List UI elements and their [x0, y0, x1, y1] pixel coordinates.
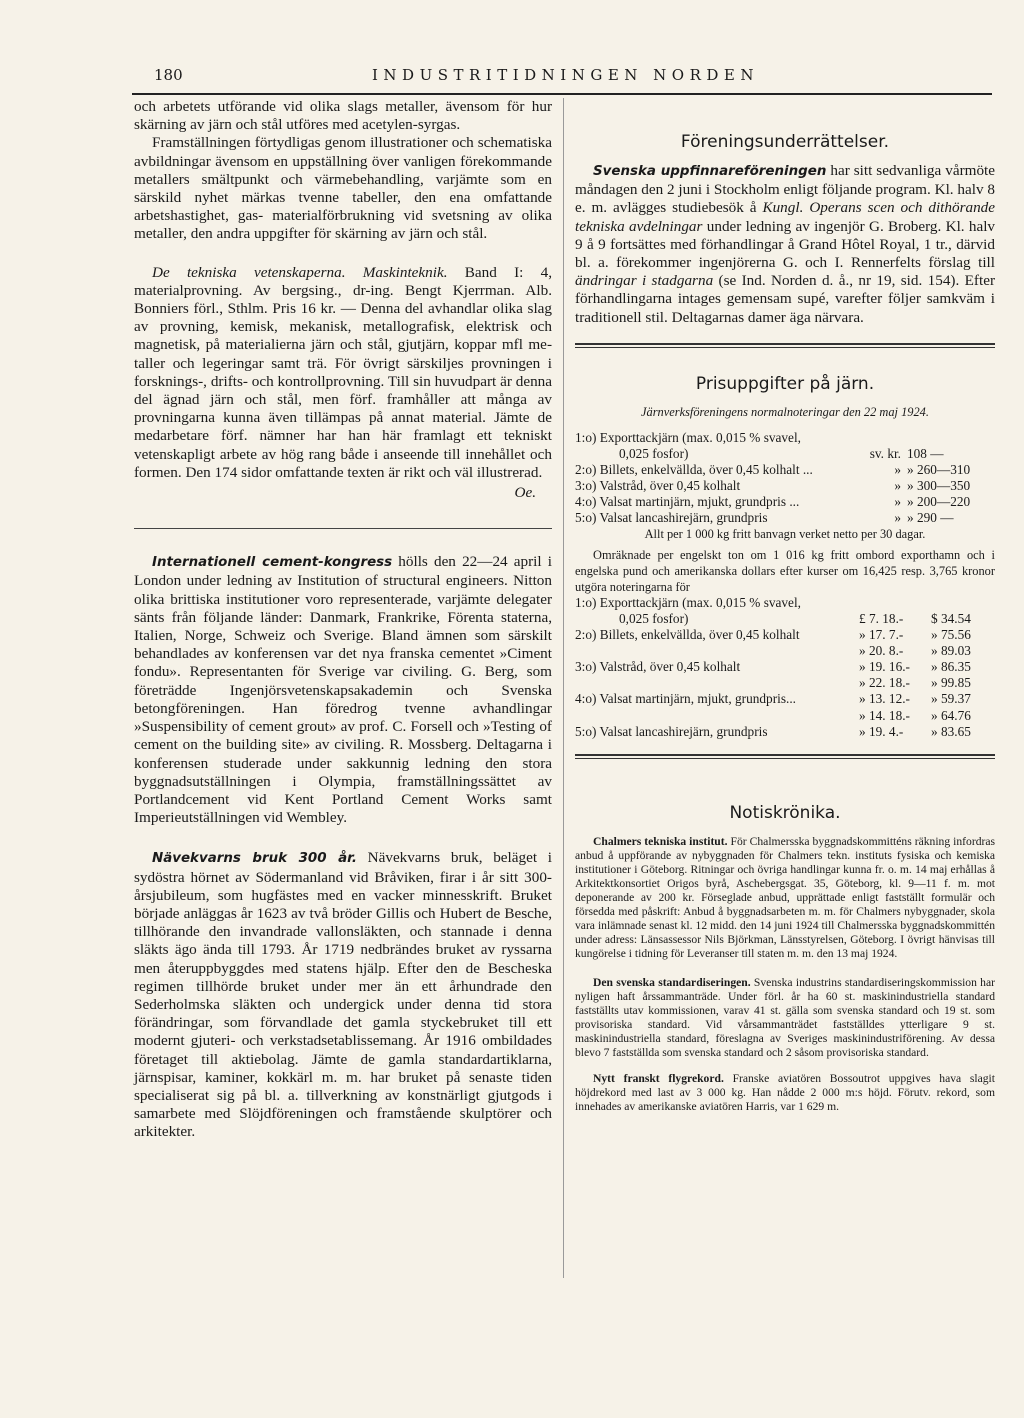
- forening-title: Föreningsunderrättelser.: [680, 132, 890, 152]
- export-price-row: [575, 724, 993, 740]
- price-row: [575, 510, 993, 526]
- export-price-usd: » 75.56: [931, 627, 971, 643]
- price-note: Allt per 1 000 kg fritt banvagn verket netto per 30 dagar.: [644, 527, 926, 542]
- forening-heading: Svenska uppfinnareföreningen: [593, 164, 827, 179]
- price-row: [575, 462, 993, 478]
- price-label: 1:o) Exporttackjärn (max. 0,015 % svavel,: [575, 429, 801, 445]
- export-price-gbp: » 20. 8.-: [859, 643, 904, 659]
- export-price-gbp: [859, 595, 931, 611]
- chalmers-notice: [575, 835, 995, 962]
- export-price-gbp: £ 7. 18.-: [859, 610, 904, 626]
- chalmers-heading: Chalmers tekniska institut.: [593, 834, 728, 848]
- price-label: 5:o) Valsat lancashirejärn, grundpris: [575, 510, 768, 526]
- export-price-row: [575, 675, 993, 691]
- export-price-row: [575, 643, 993, 659]
- export-price-usd: » 64.76: [931, 707, 971, 723]
- export-price-usd: » 86.35: [931, 659, 971, 675]
- right-column: [575, 98, 995, 1114]
- review-signature: Oe.: [514, 484, 536, 502]
- export-price-label: 3:o) Valstråd, över 0,45 kolhalt: [575, 659, 741, 675]
- cement-heading: Internationell cement-kongress: [152, 555, 393, 571]
- standard-body: Svenska industrins standardiseringskommission har nyligen haft årssammanträde. Under förl. år ha 60 st. maskinindustriella standard fastställts utav kommissionen, varav 41 st. gälla som svenska standard och 19 st. som provisoriska standard. Vid vårsammanträdet fastställdes ytterligare 9 st. maskinindustriella standard, föreslagna av Sveriges maskinindustriförening. Av dessa blevo 7 fastställda som svenska standard och 2 såsom provisoriska standard.: [575, 975, 995, 1060]
- price-row: [575, 430, 993, 446]
- forening-proposal: ändringar i stadgarna: [575, 272, 714, 290]
- export-price-row: [575, 708, 993, 724]
- price-label: 2:o) Billets, enkelvällda, över 0,45 kolhalt ...: [575, 462, 813, 478]
- export-price-gbp: » 22. 18.-: [859, 675, 910, 691]
- price-value: » 290 —: [907, 510, 954, 526]
- export-price-label: [575, 708, 859, 724]
- review-title: De tekniska vetenskaperna. Maskinteknik.: [152, 263, 448, 281]
- export-price-label: 0,025 fosfor): [619, 610, 689, 626]
- left-column: [134, 98, 552, 1142]
- export-price-label: 2:o) Billets, enkelvällda, över 0,45 kolhalt: [575, 627, 800, 643]
- price-label: 0,025 fosfor): [619, 446, 689, 462]
- cement-body: hölls den 22—24 april i London under ledning av Institution of structural engineers. Nitton olika brittiska institutioner voro representerade, varjämte delegater sänts från följande länder: Danmark, Frankrike, Förenta staterna, Italien, Norge, Schweiz och Sverige. Bland ämnen som särskilt behandlades av konferensen var det nya franska cementet »Ciment fondu». Representanten för Sverige var civiling. G. Berg, som företrädde Ingenjörsvetenskapsakademin och Svenska betongföreningen. Han föredrog tvenne avhandlingar »Suspensibility of cement grout» av prof. C. Forsell och »Testing of cement on the building site» av civiling. R. Mossberg. Deltagarna i konferensen studerade under sakkunnig ledning den stora byggnadsutställningen i Olympia, framställningssättet av Portlandcement vid Kent Portland Cement Works samt Imperieutställningen vid Wembley.: [134, 553, 552, 827]
- price-value: » 200—220: [907, 494, 971, 510]
- navekvarn-body: Nävekvarns bruk, beläget i sydöstra hörnet av Södermanland vid Bråviken, firar i år sitt 300-årsjubileum, som hugfästes med en vacker minnesskrift. Bruket började anläggas år 1623 av två bröder Gillis och Hubert de Besche, tillhörande den invandrade vallonsläkten, och stannade i denna släkts ägo ända till 1793. År 1719 nedbrändes bruket av ryssarna men återuppbyggdes med statens hjälp. Efter den de Bescheska regimen tillhörde bruket under mer än ett århundrade den Sederholmska släkten och undergick under denna tid stora förändringar, som förvandlade det gamla styckebruket till ett modernt gjuteri- och verkstadsetablissemang. År 1916 ombildades företaget till aktiebolag. Jämte de gamla standardartiklarna, järnspisar, kaminer, kokkärl m. m. har bruket på senaste tiden specialiserat sig på bl. a. tillverkning av konstnärligt gjutgods i samarbete med Slöjdföreningen och framstående skulptörer och arkitekter.: [134, 849, 552, 1141]
- price-subtitle: Järnverksföreningens normalnoteringar den 22 maj 1924.: [641, 404, 929, 419]
- navekvarn-article: [134, 849, 552, 1141]
- price-value: 108 —: [907, 446, 944, 462]
- standard-notice: [575, 976, 995, 1061]
- export-price-gbp: » 19. 4.-: [859, 723, 904, 739]
- notis-title: Notiskrönika.: [729, 802, 841, 823]
- export-price-label: [575, 675, 859, 691]
- forening-body: har sitt sedvanliga vårmöte måndagen den 2 juni i Stockholm enligt följande program. Kl. halv 8 e. m. avlägges studiebesök å: [575, 162, 995, 217]
- flyg-notice: [575, 1072, 995, 1114]
- price-unit: »: [894, 510, 901, 526]
- column-divider: [563, 98, 564, 1278]
- export-price-row: [575, 627, 993, 643]
- standard-heading: Den svenska standardiseringen.: [593, 975, 751, 989]
- price-unit: »: [894, 494, 901, 510]
- price-conversion: Omräknade per engelskt ton om 1 016 kg fritt ombord exporthamn och i engelska pund och amerikanska dollars efter kurser om 16,425 resp. 3,765 kronor utgöra noteringarna för: [575, 547, 995, 594]
- export-price-usd: » 59.37: [931, 691, 971, 707]
- navekvarn-heading: Nävekvarns bruk 300 år.: [152, 851, 357, 867]
- chalmers-body: För Chalmersska byggnadskommitténs räkning infordras anbud å uppförande av nybyggnaden för Chalmers tekn. instituts fysiska och kemiska institutioner i Göteborg. Ritningar och övriga handlingar kunna fr. o. m. 14 maj erhållas å Arkitektkonsortiet Origos byrå, Aschebergsgat. 35, Göteborg, kl. 9—11 f. m. mot deponerande av 200 kr. Förseglade anbud, upprättade enligt fastställt formulär och försedda med påskrift: Anbud å byggnadsarbeten m. m. för Chalmers nybyggnader, skola vara inlämnade senast kl. 12 midd. den 14 juni 1924 till Chalmersska byggnadskommittén under adress: Länsassessor Nils Björkman, Länsstyrelsen, Göteborg. I övrigt hänvisas till kungörelse i tidning för Leveranser till staten m. m. den 13 maj 1924.: [575, 834, 996, 961]
- export-price-label: 4:o) Valsat martinjärn, mjukt, grundpris...: [575, 691, 796, 707]
- price-value: » 300—350: [907, 478, 971, 494]
- export-price-gbp: » 13. 12.-: [859, 691, 910, 707]
- price-unit: [849, 430, 901, 446]
- price-table-export: [575, 595, 993, 740]
- page-number: 180: [154, 66, 183, 84]
- export-price-gbp: » 14. 18.-: [859, 707, 910, 723]
- continued-paragraph-2: Framställningen förtydligas genom illustrationer och schematiska avbildningar ävensom en uppställning över vanligen förekommande metallers smältpunkt och värmebehandling, varjämte som en särskild nyhet märkas tvenne tabeller, den ena omfattande arbetshastighet, gas- materialförbrukning vid svetsning av olika metaller, den andra uppgifter för skärning av järn och stål.: [134, 134, 552, 243]
- forening-venue: Kungl. Operans scen och dithörande tekniska avdelningar: [575, 199, 996, 235]
- export-price-row: [575, 691, 993, 707]
- export-price-gbp: » 17. 7.-: [859, 627, 904, 643]
- price-row: [575, 478, 993, 494]
- journal-title: INDUSTRITIDNINGEN NORDEN: [372, 66, 759, 84]
- review-body: Band I: 4, materialprovning. Av bergsing., dr-ing. Bengt Kjerrman. Alb. Bonniers förl., Sthlm. Pris 16 kr. — Denna del avhandlar olika slag av provning, kemisk, mekanisk, metallografisk, elektrisk och magnetisk, på materialierna järn och stål, gjutjärn, koppar mfl metaller och legeringar samt trä. För övrigt särskiljes provningen i forsknings-, drifts- och kontrollprovning. Till sin huvudpart är denna del ägnad järn och stål, men förf. framhåller att många av provningarna kunna även tillämpas på annat material. Jämte de medarbetare förf. nämner har han här framlagt ett tekniskt vetenskapligt arbete av hög rang både i anseende till innehållet och formen. Den 174 sidor omfattande texten är rikt och väl illustrerad.: [134, 263, 552, 481]
- price-value: [901, 430, 993, 446]
- price-label: 4:o) Valsat martinjärn, mjukt, grundpris ...: [575, 494, 800, 510]
- price-row: [575, 446, 993, 462]
- forening-body-3: (se Ind. Norden d. å., nr 19, sid. 154). Efter förhandlingarna intages gemensam supé, varefter följer samkväm i traditionell stil. Deltagarnas damer äga närvara.: [575, 272, 996, 326]
- continued-paragraph: och arbetets utförande vid olika slags metaller, ävensom för hur skärning av järn och stål utföres med acetylen-syrgas.: [134, 98, 552, 134]
- export-price-label: 5:o) Valsat lancashirejärn, grundpris: [575, 723, 768, 739]
- price-unit: sv. kr.: [869, 446, 901, 462]
- export-price-usd: [931, 595, 993, 611]
- export-price-gbp: » 19. 16.-: [859, 659, 910, 675]
- export-price-usd: $ 34.54: [931, 610, 971, 626]
- export-price-usd: » 83.65: [931, 723, 971, 739]
- flyg-body: Franske aviatören Bossoutrot uppgives hava slagit höjdrekord med last av 3 000 kg. Han nådde 2 000 m:s höjd. Förutv. rekord, som innehades av amerikanske aviatören Harris, var 1 629 m.: [575, 1072, 995, 1114]
- export-price-usd: » 99.85: [931, 675, 971, 691]
- price-label: 3:o) Valstråd, över 0,45 kolhalt: [575, 478, 741, 494]
- price-unit: »: [894, 478, 901, 494]
- export-price-usd: » 89.03: [931, 643, 971, 659]
- cement-congress-article: [134, 553, 552, 827]
- price-title: Prisuppgifter på järn.: [695, 373, 875, 394]
- price-unit: »: [894, 462, 901, 478]
- forening-body-2: under ledning av ingenjör G. Broberg. Kl. halv 9 å 9 fortsättes med förhandlingar å Grand Hôtel Royal, 1 tr., därvid bl. a. förekommer ingenjörerna G. och I. Rennerfelts förslag till: [575, 217, 996, 272]
- price-value: » 260—310: [907, 462, 971, 478]
- export-price-row: [575, 611, 993, 627]
- forening-article: [575, 162, 995, 327]
- export-price-label: 1:o) Exporttackjärn (max. 0,015 % svavel,: [575, 594, 801, 610]
- export-price-label: [575, 643, 859, 659]
- export-price-row: [575, 659, 993, 675]
- price-row: [575, 494, 993, 510]
- book-review: [134, 264, 552, 482]
- flyg-heading: Nytt franskt flygrekord.: [593, 1072, 724, 1086]
- export-price-row: [575, 595, 993, 611]
- header-rule: [132, 93, 992, 95]
- section-divider: [134, 528, 552, 529]
- page-header: [132, 64, 994, 86]
- price-table-sek: [575, 430, 993, 527]
